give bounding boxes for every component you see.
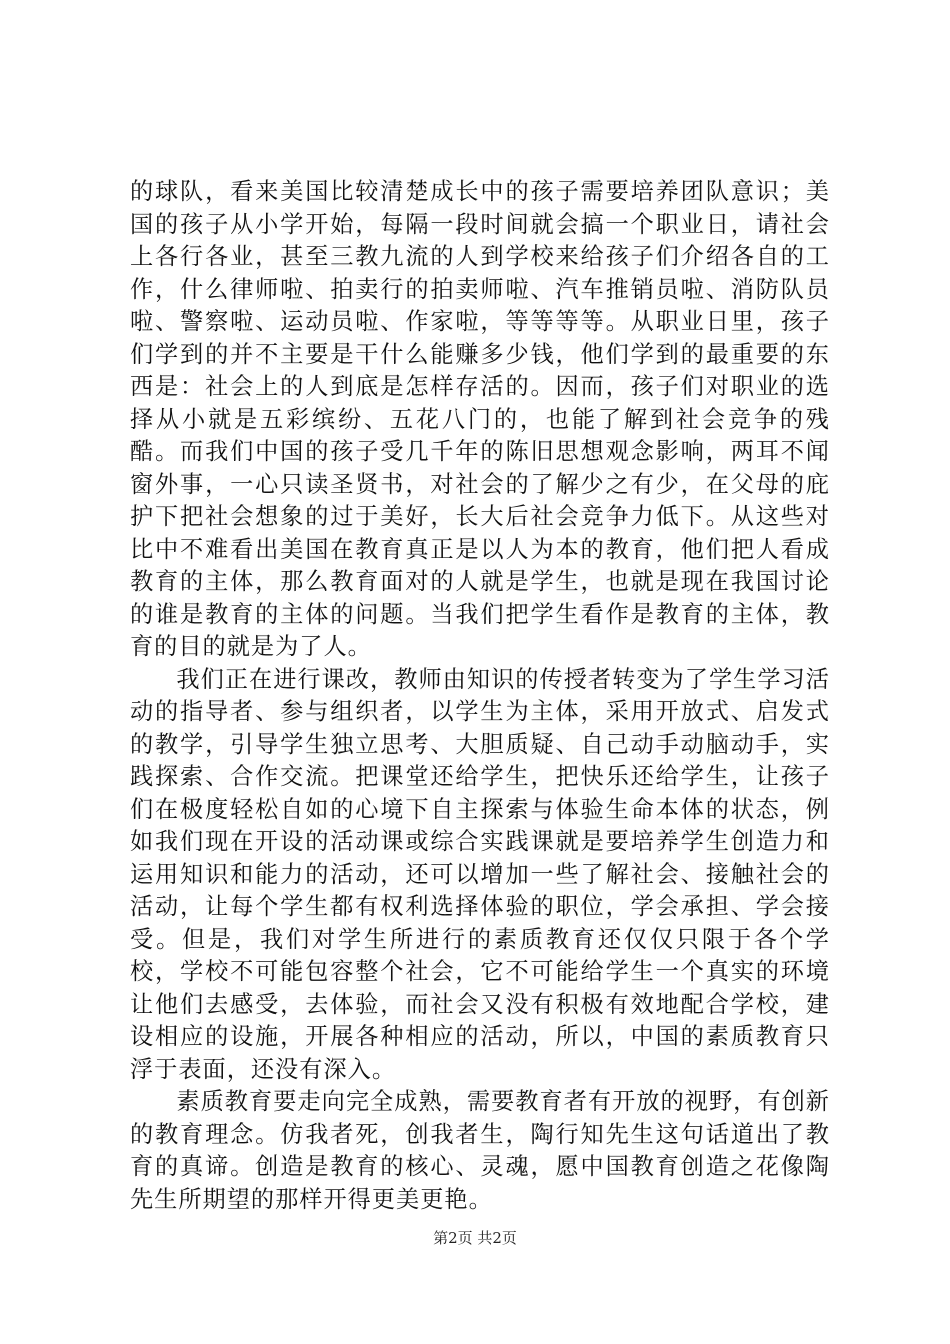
body-text (130, 176, 830, 1216)
paragraph-conclusion: 素质教育要走向完全成熟，需要教育者有开放的视野，有创新的教育理念。仿我者死，创我者生，陶行知先生这句话道出了教育的真谛。创造是教育的核心、灵魂，愿中国教育创造之花像陶先生所期望的那样开得更美更艳。 (130, 1088, 830, 1213)
paragraph-continuation: 的球队，看来美国比较清楚成长中的孩子需要培养团队意识；美国的孩子从小学开始，每隔一段时间就会搞一个职业日，请社会上各行各业，甚至三教九流的人到学校来给孩子们介绍各自的工作，什么律师啦、拍卖行的拍卖师啦、汽车推销员啦、消防队员啦、警察啦、运动员啦、作家啦，等等等等。从职业日里，孩子们学到的并不主要是干什么能赚多少钱，他们学到的最重要的东西是：社会上的人到底是怎样存活的。因而，孩子们对职业的选择从小就是五彩缤纷、五花八门的，也能了解到社会竞争的残酷。而我们中国的孩子受几千年的陈旧思想观念影响，两耳不闻窗外事，一心只读圣贤书，对社会的了解少之有少，在父母的庇护下把社会想象的过于美好，长大后社会竞争力低下。从这些对比中不难看出美国在教育真正是以人为本的教育，他们把人看成教育的主体，那么教育面对的人就是学生，也就是现在我国讨论的谁是教育的主体的问题。当我们把学生看作是教育的主体，教育的目的就是为了人。 (130, 178, 830, 660)
paragraph-curriculum-reform: 我们正在进行课改，教师由知识的传授者转变为了学生学习活动的指导者、参与组织者，以学生为主体，采用开放式、启发式的教学，引导学生独立思考、大胆质疑、自己动手动脑动手，实践探索、合作交流。把课堂还给学生，把快乐还给学生，让孩子们在极度轻松自如的心境下自主探索与体验生命本体的状态，例如我们现在开设的活动课或综合实践课就是要培养学生创造力和运用知识和能力的活动，还可以增加一些了解社会、接触社会的活动，让每个学生都有权利选择体验的职位，学会承担、学会接受。但是，我们对学生所进行的素质教育还仅仅只限于各个学校，学校不可能包容整个社会，它不可能给学生一个真实的环境让他们去感受，去体验，而社会又没有积极有效地配合学校，建设相应的设施，开展各种相应的活动，所以，中国的素质教育只浮于表面，还没有深入。 (130, 665, 830, 1083)
page-number-footer: 第2页 共2页 (433, 1229, 517, 1247)
